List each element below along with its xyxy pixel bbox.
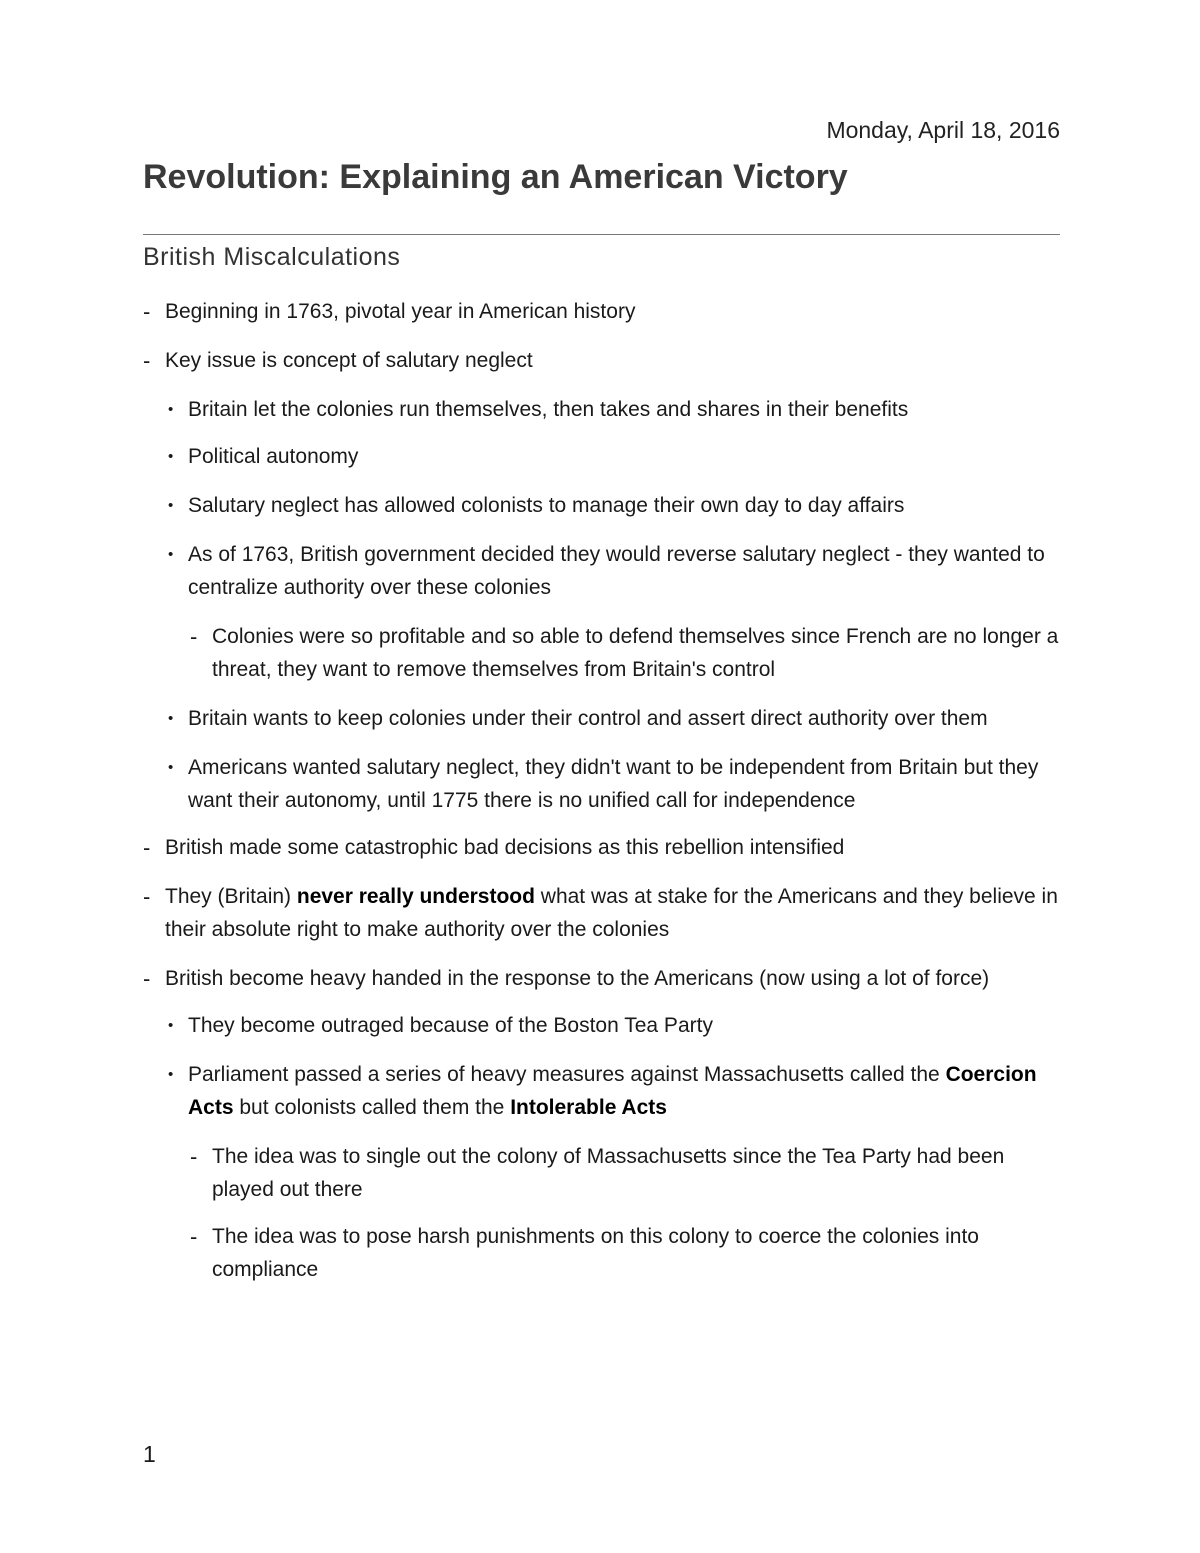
list-item-text: Salutary neglect has allowed colonists to manage their own day to day affairs bbox=[188, 494, 905, 517]
dash-marker: - bbox=[190, 624, 198, 649]
list-item-text: The idea was to single out the colony of Massachusetts since the Tea Party had been played out there bbox=[212, 1145, 1005, 1201]
date-header: Monday, April 18, 2016 bbox=[826, 117, 1060, 143]
bullet-marker: • bbox=[168, 1066, 174, 1083]
dash-marker: - bbox=[143, 348, 151, 373]
list-item bbox=[143, 751, 1060, 817]
list-item bbox=[143, 620, 1060, 686]
list-item-text: Beginning in 1763, pivotal year in American history bbox=[165, 300, 636, 323]
dash-marker: - bbox=[190, 1144, 198, 1169]
notes-list bbox=[143, 295, 1060, 1286]
bold-emphasis: never really understood bbox=[296, 885, 535, 908]
list-item bbox=[143, 344, 1060, 377]
list-item-text: Britain let the colonies run themselves, then takes and shares in their benefits bbox=[188, 398, 909, 421]
bold-emphasis: Coercion Acts bbox=[188, 1063, 1037, 1119]
list-item-text: Americans wanted salutary neglect, they didn't want to be independent from Britain but they want their autonomy, until 1775 there is no unified call for independence bbox=[188, 756, 1039, 812]
list-item-text: Britain wants to keep colonies under their control and assert direct authority over them bbox=[188, 707, 988, 730]
list-item bbox=[143, 440, 1060, 473]
list-item-text: They become outraged because of the Boston Tea Party bbox=[188, 1014, 713, 1037]
list-item-text: British made some catastrophic bad decisions as this rebellion intensified bbox=[165, 836, 845, 859]
list-item bbox=[143, 702, 1060, 735]
list-item-text: Parliament passed a series of heavy measures against Massachusetts called the Coercion Acts but colonists called them the Intolerable Acts bbox=[188, 1063, 1037, 1119]
bullet-marker: • bbox=[168, 1017, 174, 1034]
bullet-marker: • bbox=[168, 448, 174, 465]
list-item bbox=[143, 831, 1060, 864]
dash-marker: - bbox=[143, 299, 151, 324]
list-item bbox=[143, 489, 1060, 522]
list-item-text: Colonies were so profitable and so able to defend themselves since French are no longer a threat, they want to remove themselves from Britain's control bbox=[212, 625, 1059, 681]
list-item-text: As of 1763, British government decided they would reverse salutary neglect - they wanted to centralize authority over these colonies bbox=[188, 543, 1045, 599]
bullet-marker: • bbox=[168, 759, 174, 776]
bullet-marker: • bbox=[168, 546, 174, 563]
list-item bbox=[143, 1009, 1060, 1042]
dash-marker: - bbox=[143, 884, 151, 909]
list-item bbox=[143, 1058, 1060, 1124]
list-item bbox=[143, 1220, 1060, 1286]
bullet-marker: • bbox=[168, 401, 174, 418]
section-heading: British Miscalculations bbox=[143, 243, 401, 271]
title-divider bbox=[143, 234, 1060, 235]
list-item-text: British become heavy handed in the response to the Americans (now using a lot of force) bbox=[165, 967, 990, 990]
bold-emphasis: Intolerable Acts bbox=[510, 1096, 667, 1119]
list-item bbox=[143, 880, 1060, 946]
list-item-text: They (Britain) never really understood what was at stake for the Americans and they believe in their absolute right to make authority over the colonies bbox=[165, 885, 1058, 941]
list-item bbox=[143, 393, 1060, 426]
list-item-text: Key issue is concept of salutary neglect bbox=[165, 349, 533, 372]
dash-marker: - bbox=[190, 1224, 198, 1249]
list-item bbox=[143, 1140, 1060, 1206]
bullet-marker: • bbox=[168, 497, 174, 514]
dash-marker: - bbox=[143, 966, 151, 991]
list-item-text: Political autonomy bbox=[188, 445, 359, 468]
list-item-text: The idea was to pose harsh punishments on this colony to coerce the colonies into compliance bbox=[212, 1225, 979, 1281]
page-title: Revolution: Explaining an American Victory bbox=[143, 158, 848, 196]
list-item bbox=[143, 538, 1060, 604]
list-item bbox=[143, 295, 1060, 328]
page-number: 1 bbox=[143, 1441, 156, 1467]
bullet-marker: • bbox=[168, 710, 174, 727]
dash-marker: - bbox=[143, 835, 151, 860]
list-item bbox=[143, 962, 1060, 995]
